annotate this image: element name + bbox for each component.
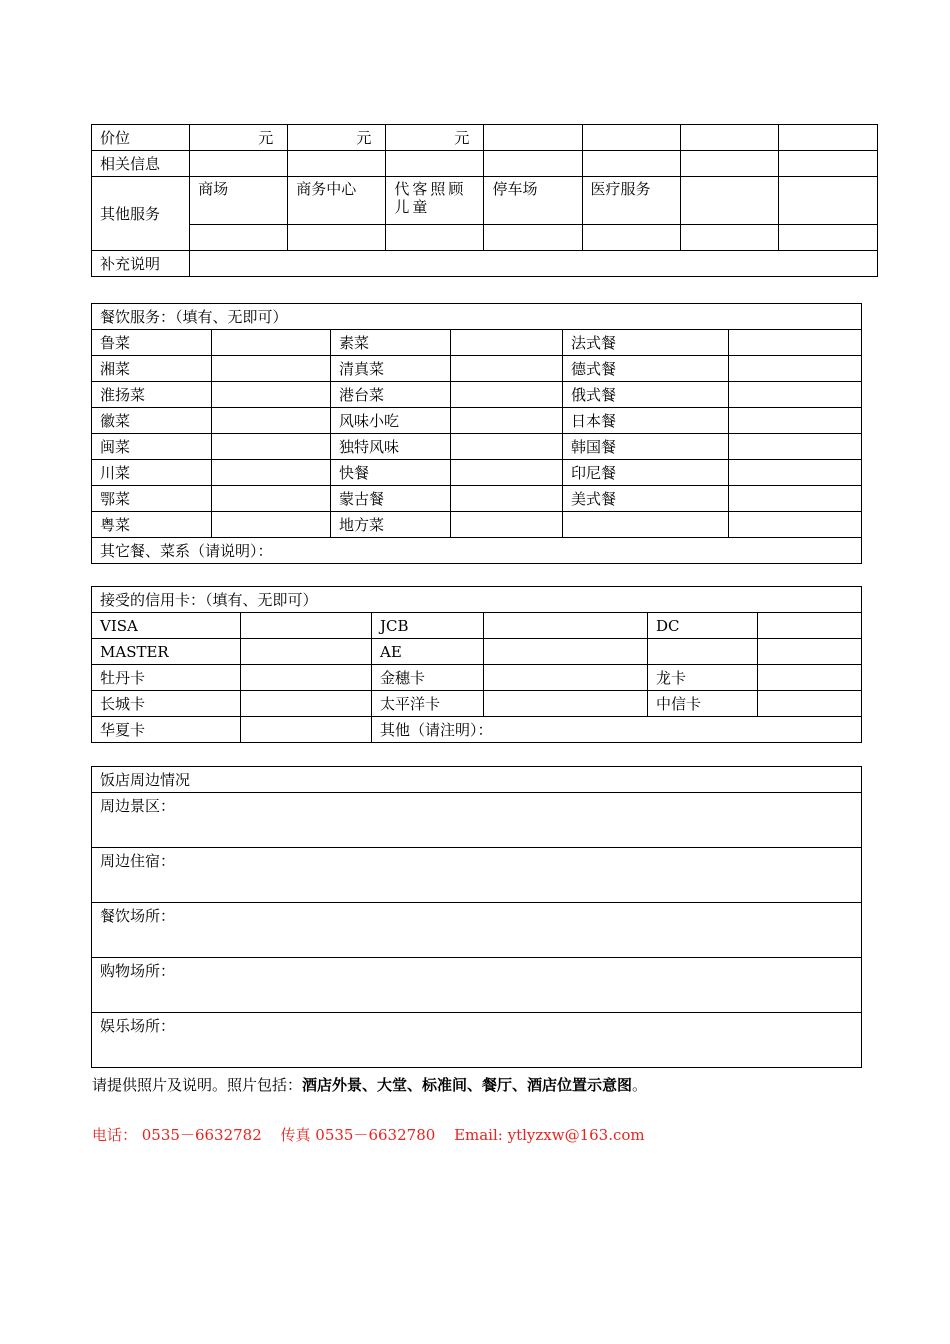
table-row — [92, 691, 862, 717]
cuisine-label: 闽菜 — [92, 434, 212, 460]
cuisine-value[interactable] — [729, 486, 862, 512]
cuisine-value[interactable] — [451, 460, 563, 486]
cuisine-value[interactable] — [212, 382, 331, 408]
empty-cell[interactable] — [778, 177, 877, 225]
surroundings-header: 饭店周边情况 — [92, 767, 862, 793]
related-info-row — [92, 151, 878, 177]
surrounding-dining-field[interactable]: 餐饮场所： — [92, 903, 862, 958]
supplement-row — [92, 251, 878, 277]
supplement-field[interactable] — [190, 251, 878, 277]
card-label: VISA — [92, 613, 241, 639]
cuisine-value[interactable] — [451, 382, 563, 408]
cuisine-label: 俄式餐 — [563, 382, 729, 408]
cuisine-label: 清真菜 — [331, 356, 451, 382]
photo-note-items: 酒店外景、大堂、标准间、餐厅、酒店位置示意图 — [302, 1076, 633, 1094]
card-label: DC — [648, 613, 758, 639]
cuisine-label: 鲁菜 — [92, 330, 212, 356]
cuisine-value[interactable] — [451, 356, 563, 382]
supplement-label: 补充说明 — [92, 251, 190, 277]
cuisine-label: 美式餐 — [563, 486, 729, 512]
surrounding-lodging-field[interactable]: 周边住宿： — [92, 848, 862, 903]
card-label: 华夏卡 — [92, 717, 241, 743]
empty-cell[interactable] — [288, 225, 386, 251]
cuisine-value[interactable] — [729, 330, 862, 356]
price-unit-cell[interactable]: 元 — [386, 125, 484, 151]
cuisine-label: 鄂菜 — [92, 486, 212, 512]
cuisine-value[interactable] — [451, 512, 563, 538]
card-label: 长城卡 — [92, 691, 241, 717]
empty-cell[interactable] — [190, 225, 288, 251]
surrounding-scenic-field[interactable]: 周边景区： — [92, 793, 862, 848]
table-row — [92, 639, 862, 665]
cuisine-label: 蒙古餐 — [331, 486, 451, 512]
contact-info — [92, 1124, 659, 1145]
empty-cell[interactable] — [680, 151, 778, 177]
service-childcare: 代客照顾儿童 — [386, 177, 484, 225]
cuisine-label: 德式餐 — [563, 356, 729, 382]
table-row — [92, 512, 862, 538]
price-unit-cell[interactable]: 元 — [190, 125, 288, 151]
cuisine-value[interactable] — [729, 512, 862, 538]
card-value[interactable] — [484, 665, 648, 691]
cuisine-label: 湘菜 — [92, 356, 212, 382]
cuisine-label: 徽菜 — [92, 408, 212, 434]
empty-cell[interactable] — [190, 151, 288, 177]
cuisine-label: 法式餐 — [563, 330, 729, 356]
cuisine-value[interactable] — [212, 408, 331, 434]
card-value[interactable] — [484, 691, 648, 717]
photo-note-suffix: 。 — [632, 1076, 648, 1094]
surrounding-entertainment-field[interactable]: 娱乐场所： — [92, 1013, 862, 1068]
empty-cell[interactable] — [582, 151, 680, 177]
card-label: 金穗卡 — [372, 665, 484, 691]
card-value[interactable] — [758, 691, 862, 717]
card-label: MASTER — [92, 639, 241, 665]
table-row — [92, 665, 862, 691]
empty-cell[interactable] — [778, 151, 877, 177]
cuisine-label: 韩国餐 — [563, 434, 729, 460]
card-value[interactable] — [758, 665, 862, 691]
cuisine-value[interactable] — [212, 356, 331, 382]
card-value[interactable] — [758, 613, 862, 639]
cuisine-label: 印尼餐 — [563, 460, 729, 486]
cuisine-label: 独特风味 — [331, 434, 451, 460]
card-label: JCB — [372, 613, 484, 639]
card-other[interactable]: 其他（请注明）： — [372, 717, 862, 743]
cuisine-value[interactable] — [212, 460, 331, 486]
table-row — [92, 408, 862, 434]
cuisine-label: 淮扬菜 — [92, 382, 212, 408]
empty-cell[interactable] — [288, 151, 386, 177]
credit-card-table — [91, 586, 862, 743]
cuisine-label: 川菜 — [92, 460, 212, 486]
contact-fax: 传真 0535－6632780 — [280, 1126, 436, 1144]
cuisine-label: 快餐 — [331, 460, 451, 486]
empty-cell[interactable] — [778, 125, 877, 151]
card-label: 太平洋卡 — [372, 691, 484, 717]
card-label — [648, 639, 758, 665]
card-value[interactable] — [241, 717, 372, 743]
card-value[interactable] — [241, 613, 372, 639]
related-info-label: 相关信息 — [92, 151, 190, 177]
card-value[interactable] — [758, 639, 862, 665]
cuisine-value[interactable] — [729, 434, 862, 460]
cuisine-value[interactable] — [729, 382, 862, 408]
cuisine-value[interactable] — [729, 408, 862, 434]
card-label: 牡丹卡 — [92, 665, 241, 691]
contact-phone: 电话： 0535－6632782 — [92, 1126, 262, 1144]
table-row — [92, 356, 862, 382]
price-row — [92, 125, 878, 151]
cuisine-value[interactable] — [212, 486, 331, 512]
cuisine-label: 日本餐 — [563, 408, 729, 434]
table-row — [92, 434, 862, 460]
cuisine-value[interactable] — [451, 486, 563, 512]
table-row — [92, 717, 862, 743]
facility-table — [91, 124, 878, 277]
cuisine-label: 素菜 — [331, 330, 451, 356]
empty-cell[interactable] — [680, 125, 778, 151]
empty-cell[interactable] — [484, 125, 582, 151]
table-row — [92, 460, 862, 486]
empty-cell[interactable] — [484, 151, 582, 177]
cuisine-value[interactable] — [729, 460, 862, 486]
card-value[interactable] — [484, 639, 648, 665]
empty-cell[interactable] — [582, 225, 680, 251]
dining-header: 餐饮服务：（填有、无即可） — [92, 304, 862, 330]
empty-cell[interactable] — [386, 225, 484, 251]
cuisine-label: 风味小吃 — [331, 408, 451, 434]
cuisine-label: 粤菜 — [92, 512, 212, 538]
services-row — [92, 177, 878, 225]
cuisine-value[interactable] — [212, 512, 331, 538]
table-row — [92, 486, 862, 512]
services-value-row — [92, 225, 878, 251]
cuisine-value[interactable] — [212, 330, 331, 356]
card-value[interactable] — [241, 639, 372, 665]
table-row — [92, 330, 862, 356]
photo-note — [92, 1074, 647, 1095]
surrounding-shopping-field[interactable]: 购物场所： — [92, 958, 862, 1013]
credit-card-header: 接受的信用卡：（填有、无即可） — [92, 587, 862, 613]
other-services-label: 其他服务 — [92, 177, 190, 251]
service-parking: 停车场 — [484, 177, 582, 225]
table-row — [92, 613, 862, 639]
empty-cell[interactable] — [484, 225, 582, 251]
cuisine-value[interactable] — [451, 330, 563, 356]
service-mall: 商场 — [190, 177, 288, 225]
photo-note-prefix: 请提供照片及说明。照片包括： — [92, 1076, 303, 1094]
dining-table — [91, 303, 862, 564]
dining-other[interactable]: 其它餐、菜系（请说明）： — [92, 538, 862, 564]
empty-cell[interactable] — [386, 151, 484, 177]
card-value[interactable] — [241, 665, 372, 691]
service-business-center: 商务中心 — [288, 177, 386, 225]
empty-cell[interactable] — [778, 225, 877, 251]
surroundings-table — [91, 766, 862, 1068]
cuisine-label: 港台菜 — [331, 382, 451, 408]
empty-cell[interactable] — [680, 225, 778, 251]
cuisine-value[interactable] — [451, 434, 563, 460]
contact-email: Email: ytlyzxw@163.com — [454, 1126, 645, 1144]
card-label: AE — [372, 639, 484, 665]
card-value[interactable] — [241, 691, 372, 717]
card-value[interactable] — [484, 613, 648, 639]
cuisine-label: 地方菜 — [331, 512, 451, 538]
price-unit-cell[interactable]: 元 — [288, 125, 386, 151]
empty-cell[interactable] — [680, 177, 778, 225]
price-label: 价位 — [92, 125, 190, 151]
cuisine-value[interactable] — [729, 356, 862, 382]
service-medical: 医疗服务 — [582, 177, 680, 225]
table-row — [92, 382, 862, 408]
cuisine-value[interactable] — [451, 408, 563, 434]
card-label: 中信卡 — [648, 691, 758, 717]
card-label: 龙卡 — [648, 665, 758, 691]
empty-cell[interactable] — [582, 125, 680, 151]
cuisine-value[interactable] — [212, 434, 331, 460]
cuisine-label — [563, 512, 729, 538]
